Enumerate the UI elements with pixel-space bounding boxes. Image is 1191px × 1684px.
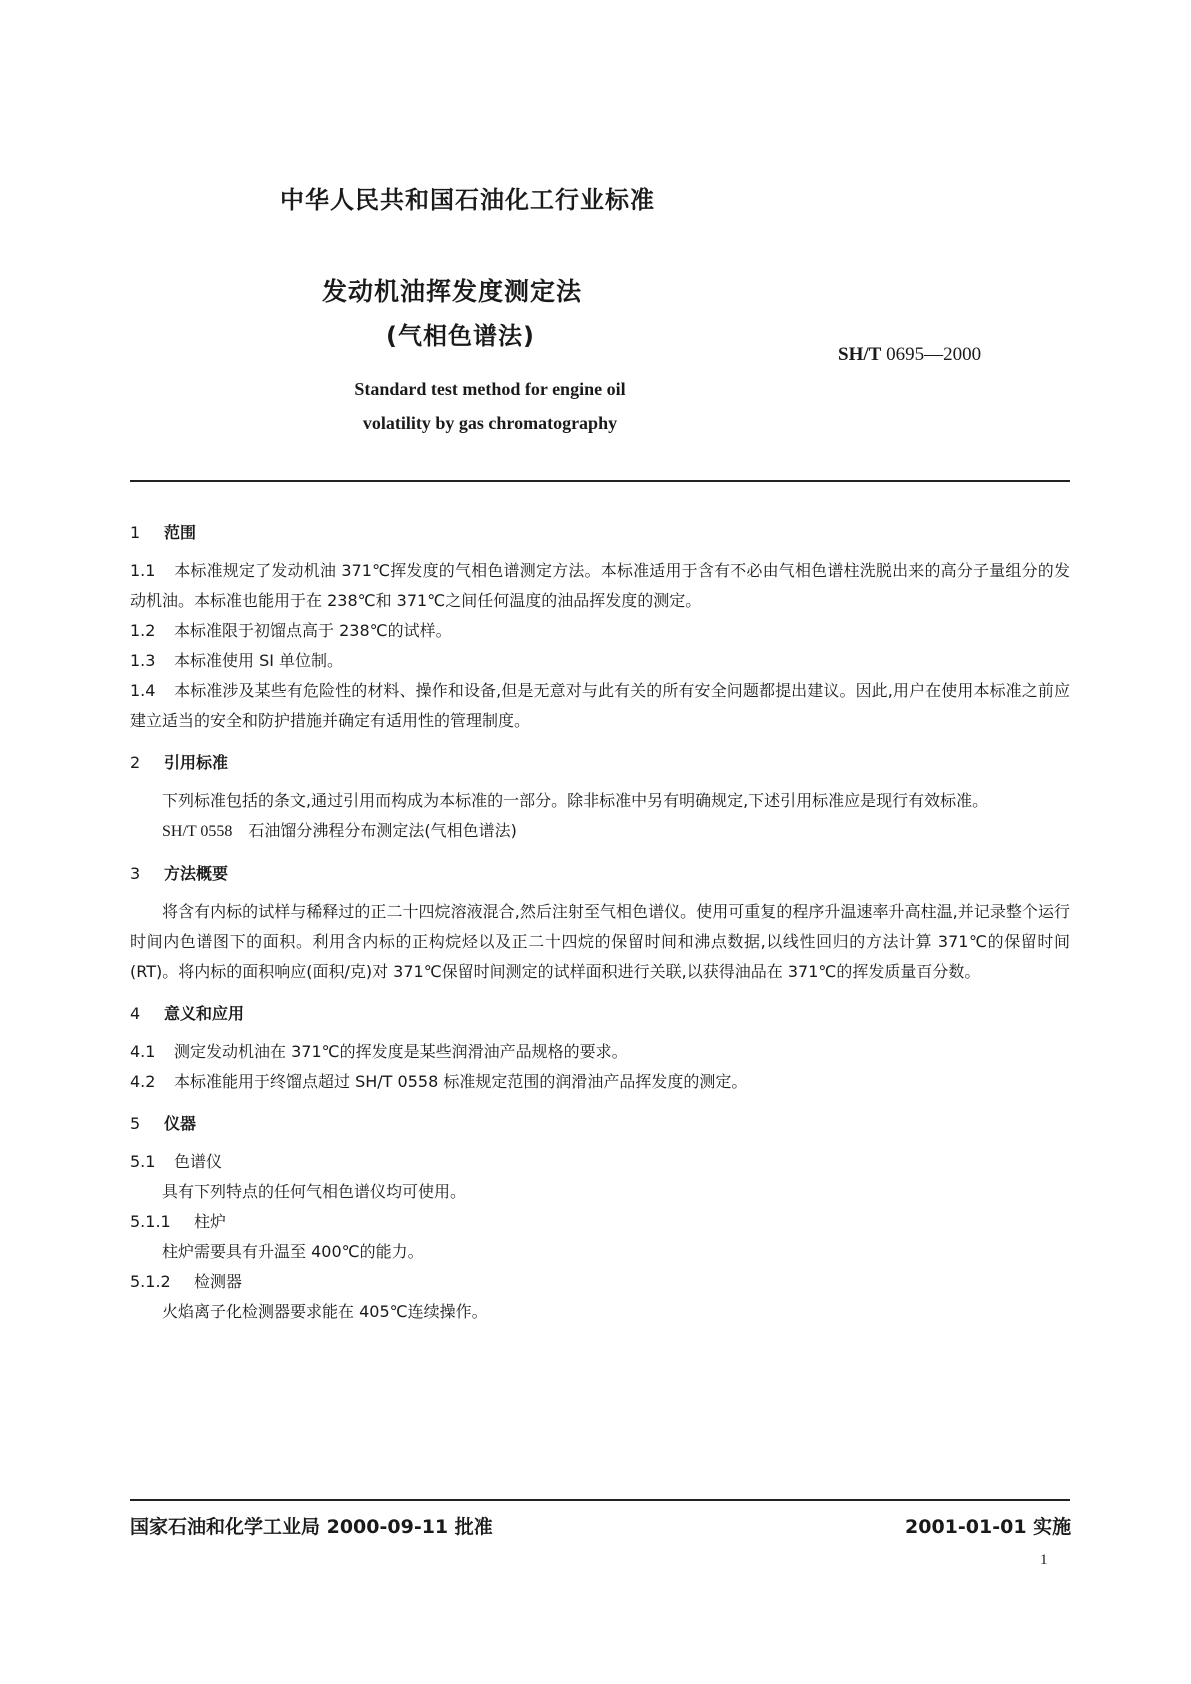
clause-text: 测定发动机油在 371℃的挥发度是某些润滑油产品规格的要求。 <box>174 1042 628 1061</box>
section-title: 方法概要 <box>164 864 229 883</box>
clause-text: 本标准能用于终馏点超过 SH/T 0558 标准规定范围的润滑油产品挥发度的测定。 <box>174 1072 748 1091</box>
standard-number <box>838 344 981 366</box>
clause-1-3 <box>130 646 1070 676</box>
section-title: 意义和应用 <box>164 1004 245 1023</box>
clause-text: 本标准限于初馏点高于 238℃的试样。 <box>174 621 452 640</box>
clause-5-1-2 <box>130 1267 1070 1297</box>
clause-5-1-body: 具有下列特点的任何气相色谱仪均可使用。 <box>162 1182 467 1201</box>
section-title: 引用标准 <box>164 753 229 772</box>
clause-text: 本标准使用 SI 单位制。 <box>174 651 344 670</box>
section-number: 4 <box>130 1004 141 1023</box>
clause-text: 柱炉 <box>194 1212 227 1231</box>
section-heading-1 <box>130 518 1070 548</box>
section-3-paragraph: 将含有内标的试样与稀释过的正二十四烷溶液混合,然后注射至气相色谱仪。使用可重复的程序升温速率升高柱温,并记录整个运行时间内色谱图下的面积。利用含内标的正构烷烃以及正二十四烷的保留时间和沸点数据,以线性回归的方法计算 371℃的保留时间(RT)。将内标的面积响应(面积/克)对 371℃保留时间测定的试样面积进行关联,以获得油品在 371℃的挥发质量百分数。 <box>130 902 1070 981</box>
english-title <box>325 372 655 440</box>
standard-prefix: SH/T <box>838 344 882 365</box>
section-heading-5 <box>130 1109 1070 1139</box>
section-number: 3 <box>130 864 141 883</box>
reference-title: 石油馏分沸程分布测定法(气相色谱法) <box>248 821 517 840</box>
approval-date: 国家石油和化学工业局 2000-09-11 批准 <box>130 1516 493 1538</box>
section-heading-2 <box>130 748 1070 778</box>
clause-number: 1.4 <box>130 681 156 700</box>
issuing-body-title: 中华人民共和国石油化工行业标准 <box>280 186 655 214</box>
clause-5-1-2-body: 火焰离子化检测器要求能在 405℃连续操作。 <box>162 1302 488 1321</box>
effective-date: 2001-01-01 实施 <box>905 1516 1072 1538</box>
clause-number: 5.1.1 <box>130 1212 171 1231</box>
clause-text: 本标准涉及某些有危险性的材料、操作和设备,但是无意对与此有关的所有安全问题都提出建议。因此,用户在使用本标准之前应建立适当的安全和防护措施并确定有适用性的管理制度。 <box>130 681 1070 730</box>
clause-text: 色谱仪 <box>174 1152 223 1171</box>
section-heading-3 <box>130 859 1070 889</box>
clause-1-1 <box>130 556 1070 616</box>
section-2-paragraph: 下列标准包括的条文,通过引用而构成为本标准的一部分。除非标准中另有明确规定,下述引用标准应是现行有效标准。 <box>162 791 989 810</box>
english-title-line-2: volatility by gas chromatography <box>362 413 618 433</box>
section-number: 5 <box>130 1114 141 1133</box>
clause-1-2 <box>130 616 1070 646</box>
clause-text: 本标准规定了发动机油 371℃挥发度的气相色谱测定方法。本标准适用于含有不必由气相色谱柱洗脱出来的高分子量组分的发动机油。本标准也能用于在 238℃和 371℃之间任何温度的油品挥发度的测定。 <box>130 561 1070 610</box>
document-title: 发动机油挥发度测定法 <box>322 277 583 306</box>
clause-number: 4.2 <box>130 1072 156 1091</box>
section-title: 仪器 <box>164 1114 197 1133</box>
reference-entry <box>130 816 1070 847</box>
reference-code: SH/T 0558 <box>162 823 233 840</box>
clause-text: 检测器 <box>194 1272 243 1291</box>
section-title: 范围 <box>164 523 197 542</box>
clause-number: 1.3 <box>130 651 156 670</box>
section-heading-4 <box>130 999 1070 1029</box>
header-divider <box>130 480 1070 482</box>
clause-1-4 <box>130 676 1070 736</box>
clause-number: 5.1.2 <box>130 1272 171 1291</box>
document-body <box>130 518 1070 1327</box>
clause-number: 1.2 <box>130 621 156 640</box>
clause-number: 1.1 <box>130 561 156 580</box>
footer-divider <box>130 1499 1070 1501</box>
standard-code: 0695—2000 <box>886 344 982 365</box>
clause-number: 5.1 <box>130 1152 156 1171</box>
clause-number: 4.1 <box>130 1042 156 1061</box>
section-number: 2 <box>130 753 141 772</box>
clause-4-1 <box>130 1037 1070 1067</box>
document-subtitle: (气相色谱法) <box>386 322 535 350</box>
english-title-line-1: Standard test method for engine oil <box>354 379 626 399</box>
clause-4-2 <box>130 1067 1070 1097</box>
clause-5-1 <box>130 1147 1070 1177</box>
clause-5-1-1 <box>130 1207 1070 1237</box>
section-number: 1 <box>130 523 141 542</box>
page-number: 1 <box>1040 1552 1048 1568</box>
clause-5-1-1-body: 柱炉需要具有升温至 400℃的能力。 <box>162 1242 424 1261</box>
